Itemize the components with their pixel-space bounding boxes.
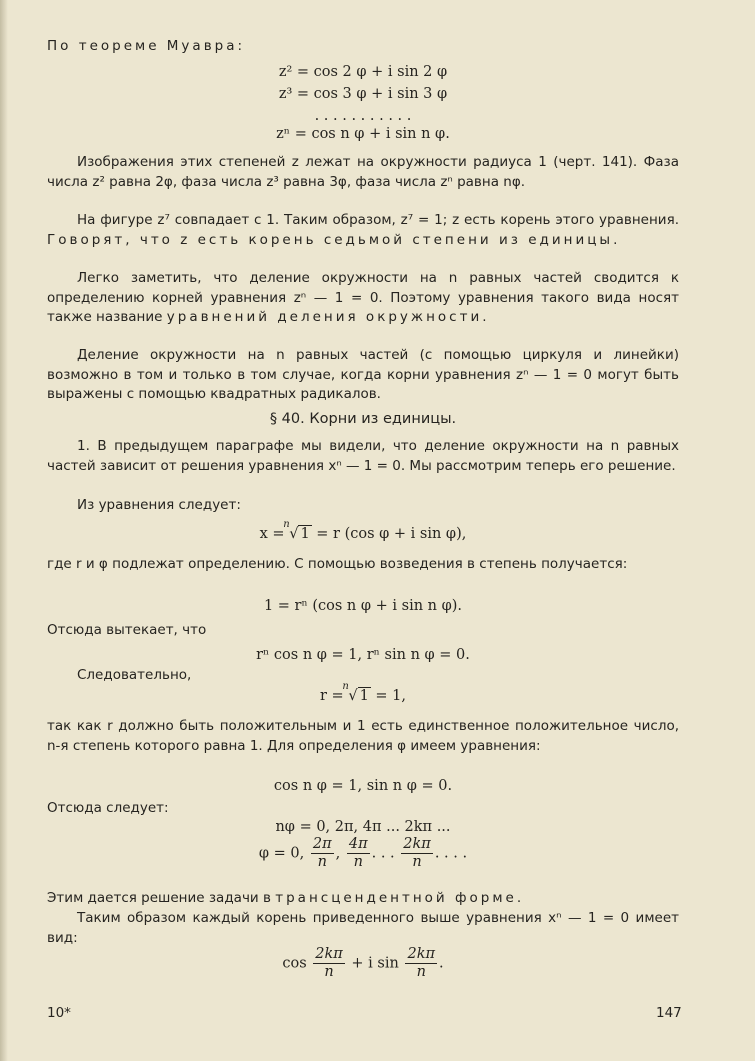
paragraph-images: Изображения этих степеней z лежат на окружности радиуса 1 (черт. 141). Фаза числа z² равна 2φ, фаза числа z³ равна 3φ, фаза числа zⁿ равна nφ. — [47, 154, 679, 190]
frac-num: 4π — [348, 836, 368, 852]
r-radical-arg: 1 — [359, 688, 369, 704]
x-radical: n √ 1 — [289, 524, 311, 544]
frac-den: n — [317, 854, 327, 870]
paragraph-previous: 1. В предыдущем параграфе мы видели, что деление окружности на n равных частей зависит от решения уравнения xⁿ — 1 = 0. Мы рассмотрим теперь его решение. — [47, 438, 679, 474]
paragraph-follows: Отсюда следует: — [47, 800, 169, 816]
fraction-2kpi-n — [401, 836, 433, 871]
p2-text: На фигуре z⁷ совпадает с 1. Таким образом, z⁷ = 1; z есть корень этого уравнения. — [77, 212, 679, 228]
equation-nphi: nφ = 0, 2π, 4π ... 2kπ ... — [275, 819, 451, 835]
p2-spaced: Говорят, что z есть корень седьмой степени из единицы. — [47, 231, 621, 248]
intro-line: По теореме Муавра: — [47, 38, 246, 54]
equation-z3: z³ = cos 3 φ + i sin 3 φ — [278, 86, 448, 102]
paragraph-each-root: Таким образом каждый корень приведенного выше уравнения xⁿ — 1 = 0 имеет вид: — [47, 910, 679, 946]
paragraph-therefore: Следовательно, — [77, 667, 192, 683]
frac-num: 2kπ — [407, 946, 436, 962]
cos-word: cos — [282, 955, 307, 972]
frac-num: 2π — [312, 836, 332, 852]
paragraph-transcendent — [47, 889, 679, 909]
equation-zn: zⁿ = cos n φ + i sin n φ. — [276, 126, 450, 142]
equation-one: 1 = rⁿ (cos n φ + i sin n φ). — [263, 598, 463, 614]
equation-r-root — [47, 681, 679, 706]
frac-den: n — [412, 854, 422, 870]
paragraph-hence: Отсюда вытекает, что — [47, 622, 207, 638]
r-radical-index: n — [342, 681, 349, 692]
paragraph-where: где r и φ подлежат определению. С помощью возведения в степень получается: — [47, 556, 628, 572]
paragraph-compass: Деление окружности на n равных частей (с помощью циркуля и линейки) возможно в том и только в том случае, когда корни уравнения zⁿ — 1 = 0 могут быть выражены с помощью квадратных радикалов. — [47, 347, 679, 402]
equation-rn: rⁿ cos n φ = 1, rⁿ sin n φ = 0. — [256, 647, 470, 663]
r-lhs: r = — [320, 688, 344, 704]
signature-mark: 10* — [47, 1005, 71, 1021]
equation-cos-sin: cos n φ = 1, sin n φ = 0. — [273, 778, 453, 794]
equation-x-root — [47, 519, 679, 544]
frac-num: 2kπ — [403, 836, 431, 852]
p12-spaced: трансцендентной форме. — [275, 890, 525, 906]
equation-dots: . . . . . . . . . . . — [314, 108, 412, 124]
x-radical-index: n — [283, 519, 290, 530]
binding-shadow — [0, 0, 8, 1061]
frac-den: n — [416, 964, 426, 980]
fraction-2kpi-n-sin — [405, 946, 437, 981]
x-rhs: = r (cos φ + i sin φ), — [316, 526, 467, 542]
frac-den: n — [353, 854, 363, 870]
r-radical: n √ 1 — [348, 686, 370, 706]
fraction-4pi-n — [347, 836, 370, 871]
fraction-2pi-n — [311, 836, 334, 871]
equation-root-form: cos $\frac{2k\pi}{n}$ + i sin $\frac{2k\pi}{n}$ . — [282, 946, 444, 980]
p3-spaced: уравнений деления окружности. — [166, 309, 490, 325]
phi-lhs: φ = 0, — [258, 845, 305, 862]
paragraph-division — [47, 269, 679, 328]
frac-den: n — [324, 964, 334, 980]
plus-i-sin: + i sin — [351, 955, 399, 972]
paragraph-seventh-root — [47, 211, 679, 250]
paragraph-from-equation: Из уравнения следует: — [77, 497, 241, 513]
p3-text: Легко заметить, что деление окружности на n равных частей сводится к определению корней уравнения zⁿ — 1 = 0. Поэтому уравнения такого вида носят также название — [47, 270, 679, 325]
x-lhs: x = — [259, 526, 285, 542]
section-heading: § 40. Корни из единицы. — [269, 411, 457, 427]
x-radical-arg: 1 — [300, 526, 310, 542]
page-number: 147 — [656, 1005, 682, 1021]
p12-text: Этим дается решение задачи в — [47, 890, 276, 906]
equation-z2: z² = cos 2 φ + i sin 2 φ — [278, 64, 448, 80]
frac-num: 2kπ — [315, 946, 343, 962]
equation-phi: φ = 0, $\frac{2\pi}{n}$ , $\frac{4\pi}{n}$ . . . $\frac{2k\pi}{n}$ . . . . — [258, 836, 468, 870]
r-rhs: = 1, — [375, 688, 406, 704]
fraction-2kpi-n-cos — [313, 946, 345, 981]
paragraph-positive: так как r должно быть положительным и 1 есть единственное положительное число, n-я степень которого равна 1. Для определения φ имеем уравнения: — [47, 718, 679, 754]
